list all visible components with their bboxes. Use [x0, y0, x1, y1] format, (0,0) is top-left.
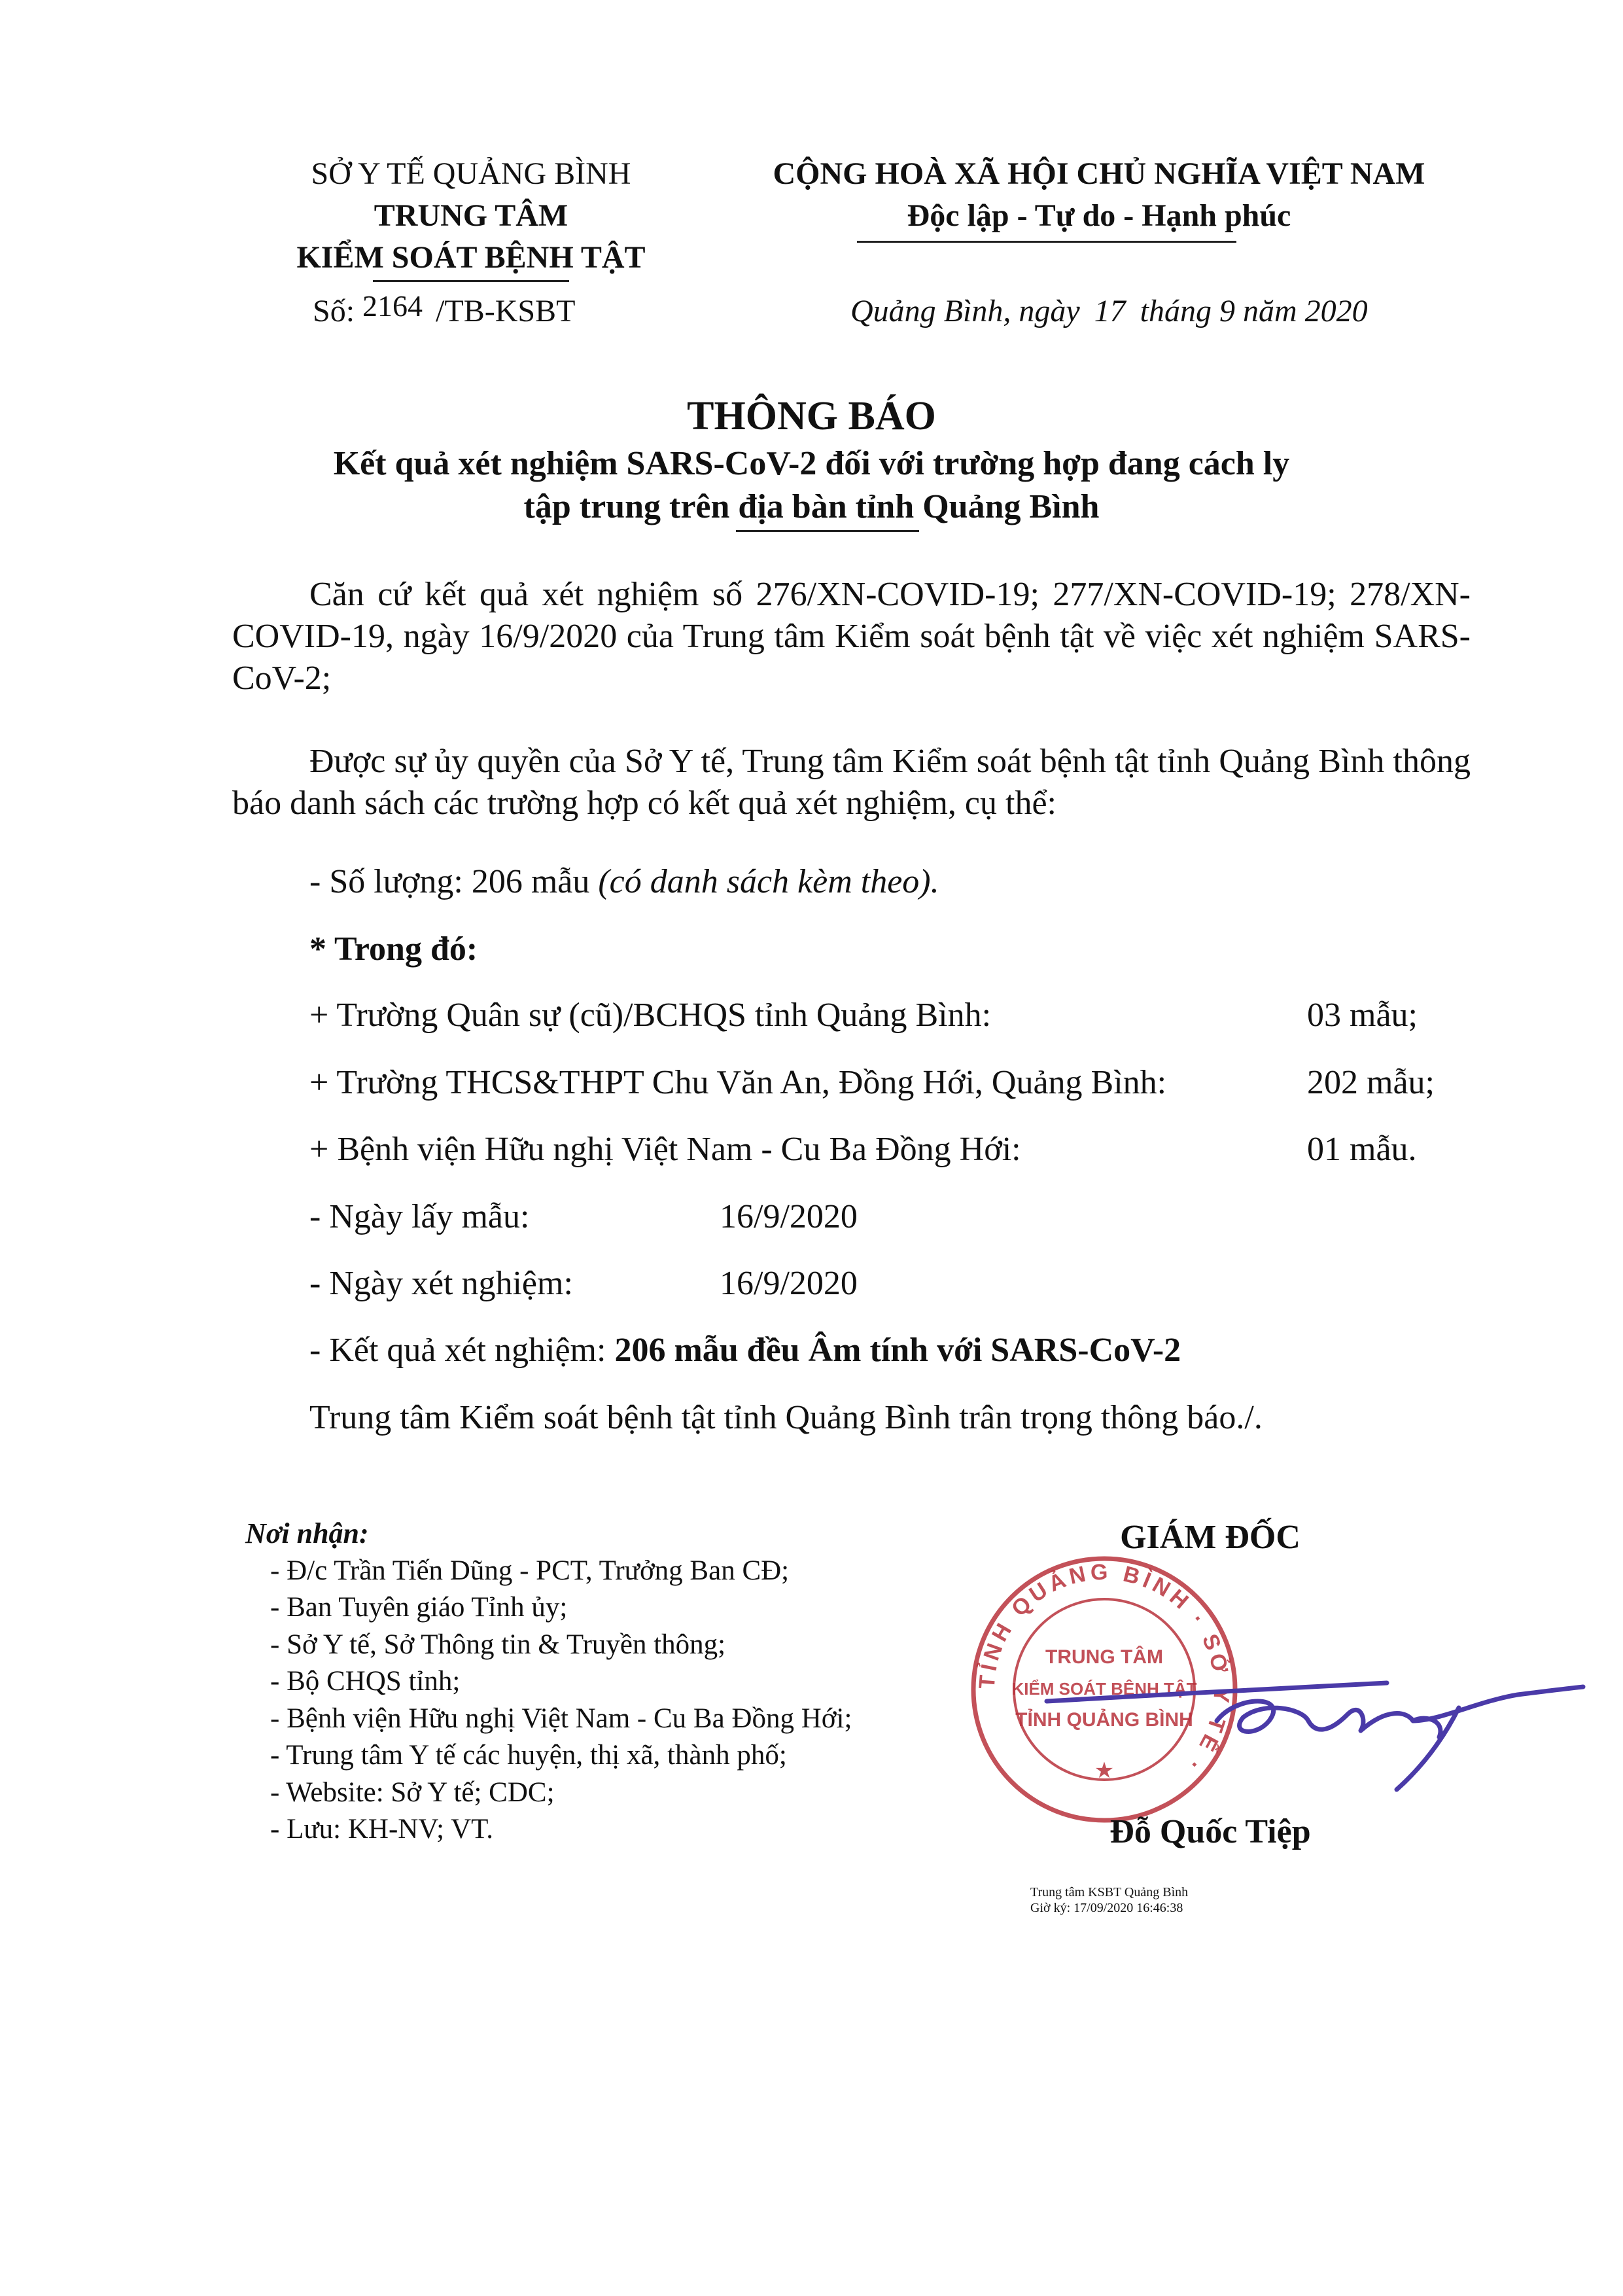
- digital-signature-info: [1030, 1884, 1188, 1916]
- signer-name: Đỗ Quốc Tiệp: [1109, 1813, 1311, 1850]
- test-date-label: - Ngày xét nghiệm:: [309, 1265, 573, 1302]
- place-date-line: [850, 293, 1368, 329]
- stamp-ring-text: TỈNH QUẢNG BÌNH · SỞ Y TẾ ·: [974, 1559, 1234, 1779]
- document-title: THÔNG BÁO: [687, 394, 936, 438]
- recipient-item: - Trung tâm Y tế các huyện, thị xã, thành phố;: [270, 1740, 787, 1771]
- recipient-item: - Lưu: KH-NV; VT.: [270, 1814, 493, 1845]
- sample-date-value: 16/9/2020: [720, 1198, 858, 1235]
- recipient-item: - Website: Sở Y tế; CDC;: [270, 1776, 555, 1808]
- doc-number-line: [313, 289, 576, 329]
- closing-line: Trung tâm Kiểm soát bệnh tật tỉnh Quảng Bình trân trọng thông báo./.: [309, 1399, 1263, 1436]
- digital-sign-org: Trung tâm KSBT Quảng Bình: [1030, 1885, 1189, 1899]
- title-underline: [736, 530, 919, 532]
- recipients-block: [245, 1515, 852, 1848]
- handwritten-signature: [1021, 1623, 1590, 1806]
- digital-sign-time: Giờ ký: 17/09/2020 16:46:38: [1030, 1901, 1183, 1915]
- motto-underline: [857, 241, 1236, 243]
- agency-underline: [373, 280, 569, 282]
- agency-block: [242, 153, 700, 279]
- doc-number-label: Số:: [313, 294, 355, 328]
- result-value: 206 mẫu đều Âm tính với SARS-CoV-2: [614, 1332, 1181, 1369]
- quantity-note: (có danh sách kèm theo).: [598, 863, 939, 900]
- stamp-star-icon: ★: [1094, 1758, 1115, 1783]
- agency-name-line1: TRUNG TÂM: [374, 198, 568, 233]
- recipient-item: - Sở Y tế, Sở Thông tin & Truyền thông;: [270, 1629, 726, 1660]
- quantity-line: [309, 862, 939, 901]
- stamp-center-line3: TỈNH QUẢNG BÌNH: [1015, 1709, 1193, 1731]
- breakdown-name-3: + Bệnh viện Hữu nghị Việt Nam - Cu Ba Đồng Hới:: [309, 1131, 1021, 1168]
- test-date-value: 16/9/2020: [720, 1265, 858, 1302]
- nation-name: CỘNG HOÀ XÃ HỘI CHỦ NGHĨA VIỆT NAM: [773, 156, 1425, 191]
- stamp-center-line1: TRUNG TÂM: [1045, 1646, 1163, 1668]
- result-line: [309, 1331, 1181, 1369]
- subtitle-line2: tập trung trên địa bàn tỉnh Quảng Bình: [523, 488, 1100, 525]
- recipient-item: - Bệnh viện Hữu nghị Việt Nam - Cu Ba Đồng Hới;: [270, 1703, 852, 1734]
- breakdown-count-2: 202 mẫu;: [1307, 1064, 1435, 1101]
- stamp-center-line2: KIỂM SOÁT BỆNH TẬT: [1011, 1679, 1197, 1699]
- agency-name-line2: KIỂM SOÁT BỆNH TẬT: [296, 240, 646, 275]
- paragraph-basis: Căn cứ kết quả xét nghiệm số 276/XN-COVID-19; 277/XN-COVID-19; 278/XN-COVID-19, ngày 16/9/2020 của Trung tâm Kiểm soát bệnh tật về việc xét nghiệm SARS-CoV-2;: [232, 576, 1471, 697]
- result-label: - Kết quả xét nghiệm:: [309, 1332, 606, 1369]
- place-date-suffix: tháng 9 năm 2020: [1140, 294, 1368, 328]
- quantity-label: - Số lượng: 206 mẫu: [309, 863, 590, 900]
- breakdown-name-2: + Trường THCS&THPT Chu Văn An, Đồng Hới, Quảng Bình:: [309, 1064, 1167, 1101]
- breakdown-name-1: + Trường Quân sự (cũ)/BCHQS tỉnh Quảng Bình:: [309, 997, 992, 1034]
- doc-number: 2164: [362, 289, 423, 323]
- recipients-heading: Nơi nhận:: [245, 1517, 369, 1549]
- signer-title: GIÁM ĐỐC: [1120, 1519, 1300, 1556]
- sample-date-label: - Ngày lấy mẫu:: [309, 1198, 530, 1235]
- national-motto: Độc lập - Tự do - Hạnh phúc: [907, 198, 1291, 233]
- breakdown-count-1: 03 mẫu;: [1307, 997, 1418, 1034]
- recipient-item: - Đ/c Trần Tiến Dũng - PCT, Trưởng Ban CĐ;: [270, 1555, 790, 1586]
- recipient-item: - Bộ CHQS tỉnh;: [270, 1666, 461, 1697]
- subtitle-line1: Kết quả xét nghiệm SARS-CoV-2 đối với trường hợp đang cách ly: [333, 445, 1290, 482]
- place-date-prefix: Quảng Bình, ngày: [850, 294, 1080, 328]
- signature-stroke: [1047, 1683, 1583, 1790]
- national-heading: [713, 153, 1485, 237]
- document-subtitle: [0, 442, 1623, 529]
- breakdown-heading: * Trong đó:: [309, 930, 478, 968]
- agency-parent: SỞ Y TẾ QUẢNG BÌNH: [311, 156, 631, 191]
- breakdown-count-3: 01 mẫu.: [1307, 1131, 1417, 1168]
- doc-number-suffix: /TB-KSBT: [436, 294, 576, 328]
- paragraph-authorization: Được sự ủy quyền của Sở Y tế, Trung tâm Kiểm soát bệnh tật tỉnh Quảng Bình thông báo danh sách các trường hợp có kết quả xét nghiệm, cụ thể:: [232, 743, 1471, 822]
- date-day: 17: [1094, 294, 1126, 328]
- recipient-item: - Ban Tuyên giáo Tỉnh ủy;: [270, 1592, 568, 1623]
